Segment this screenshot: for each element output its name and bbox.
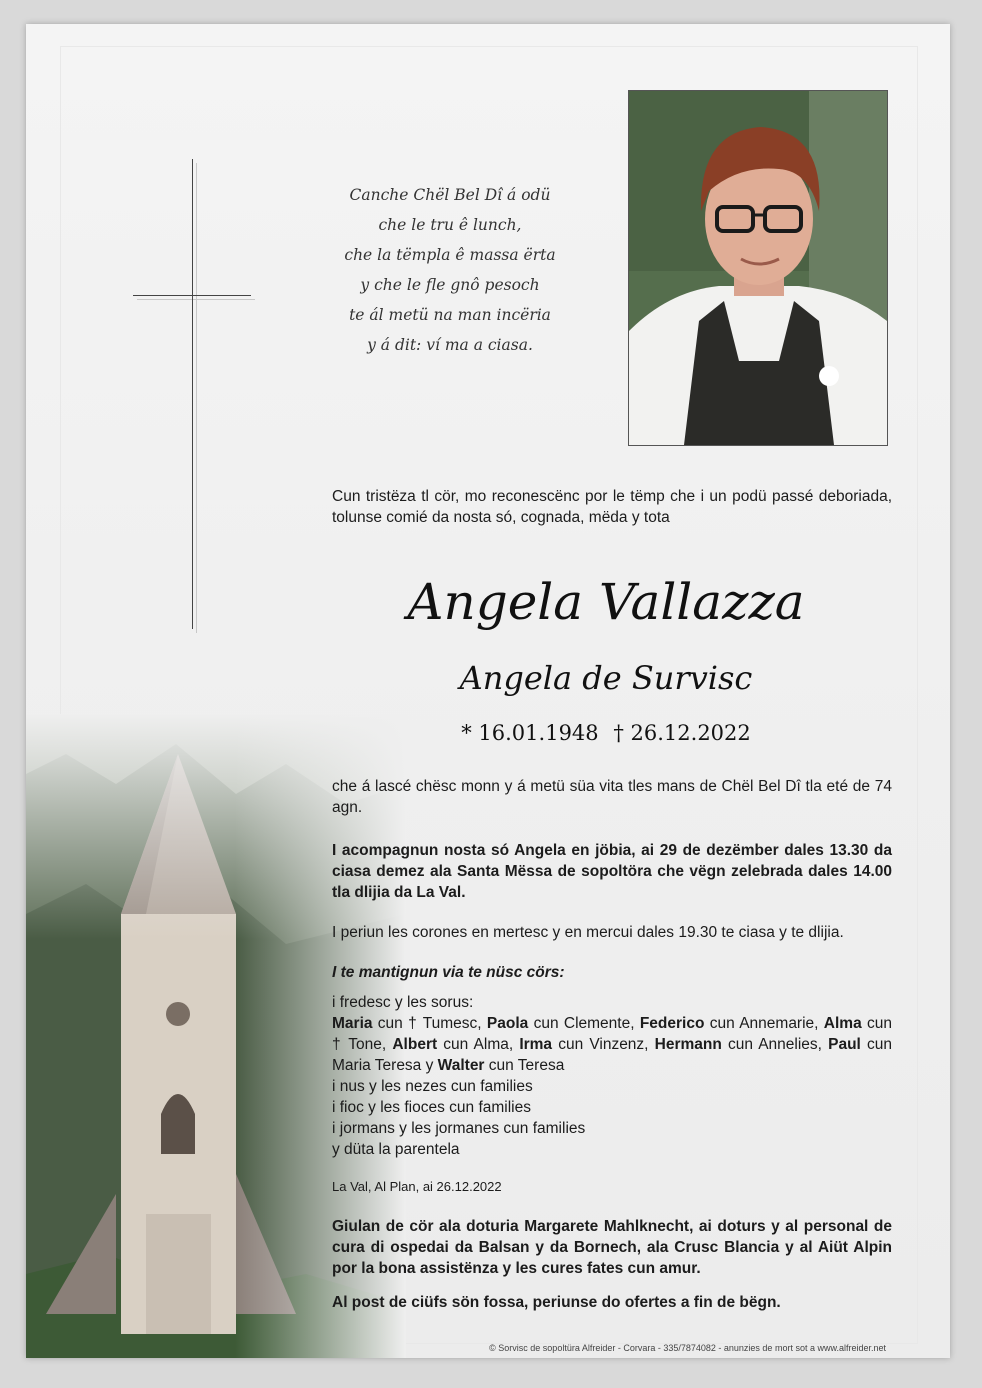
family-line: i jormans y les jormanes cun families	[332, 1120, 586, 1137]
cross-icon-horizontal	[133, 295, 251, 296]
funeral-announcement: I acompagnun nosta só Angela en jöbia, ai 29 de dezëmber dales 13.30 da ciasa demez ala Santa Mëssa de sopoltöra che vëgn zelebrada dales 14.00 tla dlijia da La Val.	[332, 842, 892, 901]
footer-credit: © Sorvisc de sopoltüra Alfreider - Corvara - 335/7874082 - anunzies de mort sot a www.alfreider.net	[489, 1343, 886, 1353]
cross-shadow-horizontal	[137, 299, 255, 300]
life-dates	[326, 718, 886, 748]
deceased-name: Angela Vallazza	[407, 573, 805, 631]
cross-icon-vertical	[192, 159, 193, 629]
place-date: La Val, Al Plan, ai 26.12.2022	[332, 1179, 502, 1194]
family-line: i fredesc y les sorus:	[332, 994, 474, 1011]
cross-shadow-vertical	[196, 163, 197, 633]
poem-line: Canche Chël Bel Dî á odü	[349, 186, 551, 204]
donation-note: Al post de ciüfs sön fossa, periunse do ofertes a fin de bëgn.	[332, 1294, 781, 1311]
obituary-card	[26, 24, 950, 1358]
family-line: y düta la parentela	[332, 1141, 460, 1158]
portrait-photo	[628, 90, 888, 446]
poem-line: che le tru ê lunch,	[378, 216, 522, 234]
family-line: i nus y les nezes cun families	[332, 1078, 533, 1095]
poem-line: che la tëmpla ê massa ërta	[344, 246, 556, 264]
family-line: i fioc y les fioces cun families	[332, 1099, 531, 1116]
family-siblings: Maria cun † Tumesc, Paola cun Clemente, Federico cun Annemarie, Alma cun † Tone, Albert cun Alma, Irma cun Vinzenz, Hermann cun Annelies, Paul cun Maria Teresa y Walter cun Teresa	[332, 1015, 892, 1074]
mourners-heading: I te mantignun via te nüsc cörs:	[332, 964, 565, 981]
rosary-text: I periun les corones en mertesc y en mercui dales 19.30 te ciasa y te dlijia.	[332, 924, 844, 941]
deceased-nickname: Angela de Survisc	[459, 659, 753, 697]
poem	[320, 180, 580, 360]
birth-date: * 16.01.1948	[461, 721, 599, 745]
thanks-text: Giulan de cör ala doturia Margarete Mahlknecht, ai doturs y al personal de cura di ospedai da Balsan y da Bornech, ala Crusc Blancia y al Aiüt Alpin por la bona assistënza y les cures fates cun amur.	[332, 1218, 892, 1277]
poem-line: te ál metü na man incëria	[349, 306, 551, 324]
death-date: † 26.12.2022	[613, 721, 751, 745]
poem-line: y á dit: ví ma a ciasa.	[367, 336, 533, 354]
family-list	[332, 992, 892, 1160]
poem-line: y che le fle gnô pesoch	[360, 276, 540, 294]
intro-text: Cun tristëza tl cör, mo reconescënc por le tëmp che i un podü passé deboriada, tolunse comié da nosta só, cognada, mëda y tota	[332, 488, 892, 526]
passing-text: che á lascé chësc monn y á metü süa vita tles mans de Chël Bel Dî tla eté de 74 agn.	[332, 778, 892, 816]
